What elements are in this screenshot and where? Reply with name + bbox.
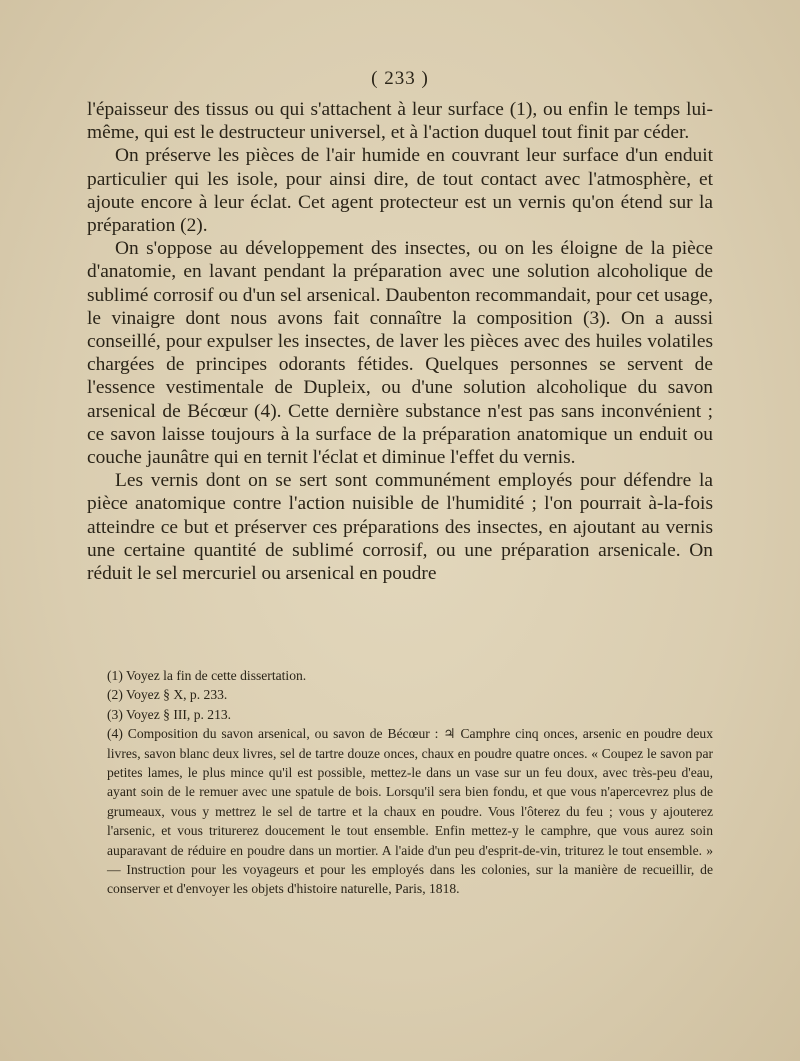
footnote-4: (4) Composition du savon arsenical, ou savon de Bécœur : ♃ Camphre cinq onces, arsenic en poudre deux livres, savon blanc deux livres, sel de tartre douze onces, chaux en poudre quatre onces. « Coupez le savon par petites lames, le plus mince qu'il est possible, mettez-le dans un vase sur un feu doux, avec très-peu d'eau, ayant soin de le remuer avec une spatule de bois. Lorsqu'il sera bien fondu, et que vous n'apercevrez plus de grumeaux, vous y mettrez le sel de tartre et la chaux en poudre. Vous l'ôterez du feu ; vous y ajouterez l'arsenic, et vous triturerez doucement le tout ensemble. Enfin mettez-y le camphre, que vous aurez soin auparavant de réduire en poudre dans un mortier. A l'aide d'un peu d'esprit-de-vin, triturez le tout ensemble. » — Instruction pour les voyageurs et pour les employés dans les colonies, sur la manière de recueillir, de conserver et d'envoyer les objets d'histoire naturelle, Paris, 1818. <box>107 726 713 897</box>
paragraph-vernis: Les vernis dont on se sert sont communément employés pour défendre la pièce anatomique contre l'action nuisible de l'humidité ; l'on pourrait à-la-fois atteindre ce but et préserver ces préparations des insectes, en ajoutant au vernis une certaine quantité de sublimé corrosif, ou une préparation arsenicale. On réduit le sel mercuriel ou arsenical en poudre <box>87 470 713 585</box>
paragraph-air-humide: On préserve les pièces de l'air humide en couvrant leur surface d'un enduit particulier qui les isole, pour ainsi dire, de tout contact avec l'atmosphère, et ajoute encore à leur éclat. Cet agent protecteur est un vernis qu'on étend sur la préparation (2). <box>87 145 713 237</box>
paragraph-continuation: l'épaisseur des tissus ou qui s'attachent à leur surface (1), ou enfin le temps lui-même, qui est le destructeur universel, et à l'action duquel tout finit par céder. <box>87 99 713 144</box>
body-text <box>87 98 713 585</box>
footnote-2: (2) Voyez § X, p. 233. <box>107 687 228 703</box>
paragraph-insectes: On s'oppose au développement des insectes, ou on les éloigne de la pièce d'anatomie, en lavant pendant la préparation avec une solution alcoholique de sublimé corrosif ou d'un sel arsenical. Daubenton recommandait, pour cet usage, le vinaigre dont nous avons fait connaître la composition (3). On a aussi conseillé, pour expulser les insectes, de laver les pièces avec des huiles volatiles chargées de principes odorants fétides. Quelques personnes se servent de l'essence vestimentale de Dupleix, ou d'une solution alcoholique du savon arsenical de Bécœur (4). Cette dernière substance n'est pas sans inconvénient ; ce savon laisse toujours à la surface de la préparation anatomique un enduit ou couche jaunâtre qui en ternit l'éclat et diminue l'effet du vernis. <box>87 238 713 469</box>
footnote-3: (3) Voyez § III, p. 213. <box>107 706 232 722</box>
footnotes <box>107 666 713 899</box>
footnote-1: (1) Voyez la fin de cette dissertation. <box>107 668 307 683</box>
page-number: ( 233 ) <box>371 68 429 89</box>
